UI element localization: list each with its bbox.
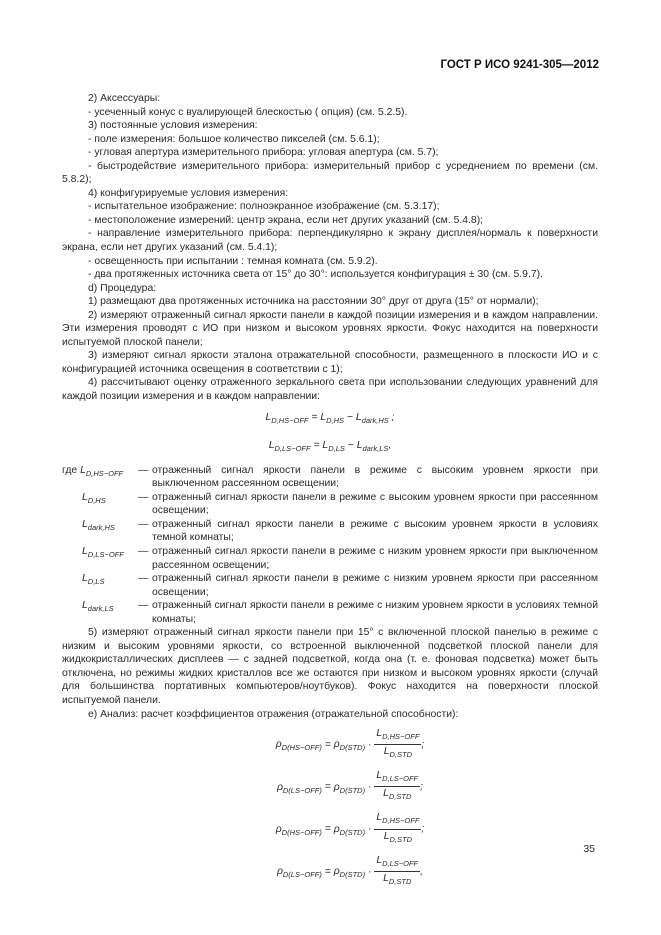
equation-lhs-subscript: D,LS−OFF bbox=[274, 443, 311, 453]
where-variable-subscript: D,HS bbox=[87, 495, 106, 505]
where-definition: отраженный сигнал яркости панели в режиме с высоким уровнем яркости в условиях темной комнаты; bbox=[152, 518, 598, 544]
paragraph: - испытательное изображение: полноэкранное изображение (см. 5.3.17); bbox=[88, 201, 440, 213]
formula-lhs-symbol: ρ bbox=[275, 739, 282, 751]
paragraph: - быстродействие измерительного прибора: измерительный прибор с усреднением по времени (см. 5.8.2); bbox=[62, 160, 598, 186]
equals-sign: = bbox=[321, 739, 334, 751]
formula-lhs-subscript: D(HS−OFF) bbox=[281, 827, 322, 837]
equation-term-subscript: dark,LS bbox=[362, 443, 389, 453]
where-variable-symbol: L bbox=[82, 491, 88, 503]
equations-block bbox=[62, 408, 598, 459]
where-symbol bbox=[62, 545, 138, 572]
equation bbox=[62, 408, 598, 431]
fraction bbox=[374, 727, 421, 762]
paragraph: 4) конфигурируемые условия измерения: bbox=[88, 187, 289, 199]
equation-term bbox=[320, 412, 344, 423]
paragraph: - два протяженных источника света от 15° до 30°: используется конфигурация ± 30 (см. 5.9.7). bbox=[88, 269, 543, 281]
where-symbol bbox=[62, 518, 138, 545]
fraction-denominator bbox=[374, 745, 421, 762]
numerator-symbol: L bbox=[376, 728, 383, 740]
fraction-numerator bbox=[374, 854, 420, 872]
denominator-subscript: D,STD bbox=[389, 750, 412, 760]
paragraph: e) Анализ: расчет коэффициентов отражения (отражательной способности): bbox=[88, 708, 459, 720]
numerator-symbol: L bbox=[376, 854, 383, 866]
fraction-numerator bbox=[374, 727, 421, 745]
equation-term-symbol: L bbox=[355, 411, 362, 423]
formula-lhs bbox=[277, 866, 322, 877]
reflectance-formula bbox=[102, 854, 598, 889]
equation-term-subscript: D,HS bbox=[326, 415, 345, 425]
multiply-dot: · bbox=[365, 781, 375, 793]
paragraph: 5) измеряют отраженный сигнал яркости панели при 15° с включенной плоской панелью в режиме с низким и высоким уровнями яркости, со встроенной выключенной подсветкой плоской панели для жидкокристаллических дисплеев — с задней подсветкой, когда она (т. е. фоновая подсветка) может быть отключена, но режимы жидких кристаллов все же остаются при низком и высоком уровнях яркости (случай для большинства портативных компьютеров/ноутбуков). Фокус находится на поверхности плоской испытуемой панели. bbox=[62, 627, 598, 707]
fraction-denominator bbox=[374, 830, 421, 847]
formula-lhs-subscript: D(HS−OFF) bbox=[281, 743, 322, 753]
paragraphs-section-b bbox=[62, 626, 598, 721]
equation-lhs bbox=[265, 412, 308, 423]
formula-lhs-subscript: D(LS−OFF) bbox=[282, 870, 322, 879]
where-dash: — bbox=[138, 491, 149, 503]
equation-term-subscript: D,LS bbox=[328, 443, 345, 453]
formula-lhs-symbol: ρ bbox=[276, 781, 283, 793]
paragraphs-section-a bbox=[62, 92, 598, 404]
paragraph: 2) измеряют отраженный сигнал яркости панели в каждой позиции измерения и в каждом направлении. Эти измерения проводят с ИО при низком и высоком уровнях яркости. Фокус находится на поверхности испытуемой плоской панели; bbox=[62, 309, 598, 348]
denominator-subscript: D,STD bbox=[388, 792, 412, 802]
fraction-denominator bbox=[374, 872, 420, 889]
equation-punctuation: ; bbox=[388, 411, 395, 423]
numerator-symbol: L bbox=[376, 770, 383, 782]
denominator-symbol: L bbox=[383, 872, 389, 884]
equation-term bbox=[356, 439, 392, 453]
denominator bbox=[383, 788, 412, 802]
formula-reference-symbol: ρ bbox=[333, 823, 340, 835]
denominator bbox=[383, 873, 411, 884]
equation-term-symbol: L bbox=[320, 411, 327, 423]
multiply-dot: · bbox=[365, 823, 375, 835]
paragraph: d) Процедура: bbox=[88, 282, 157, 294]
where-variable-symbol: L bbox=[82, 600, 88, 612]
formula-reference-symbol: ρ bbox=[333, 865, 340, 877]
where-symbol bbox=[62, 572, 138, 599]
where-dash: — bbox=[138, 464, 149, 476]
where-dash: — bbox=[138, 546, 149, 558]
where-definition: отраженный сигнал яркости панели в режиме с высоким уровнем яркости при рассеянном освещении; bbox=[152, 491, 598, 517]
numerator-subscript: D,LS−OFF bbox=[382, 858, 419, 868]
where-definition: отраженный сигнал яркости панели в режиме с низким уровнем яркости при рассеянном освещении; bbox=[152, 573, 598, 598]
numerator bbox=[376, 728, 420, 742]
page-number: 35 bbox=[583, 843, 595, 855]
where-symbol bbox=[62, 464, 138, 491]
where-variable-symbol: L bbox=[82, 573, 88, 585]
formula-punctuation: ; bbox=[421, 823, 425, 835]
formula-lhs bbox=[276, 824, 322, 835]
denominator-symbol: L bbox=[383, 830, 390, 842]
fraction bbox=[374, 854, 420, 889]
formula-punctuation: ; bbox=[421, 739, 425, 751]
where-variable-symbol: L bbox=[80, 464, 86, 476]
where-variable-subscript: dark,HS bbox=[87, 523, 115, 532]
where-variable-subscript: D,LS−OFF bbox=[87, 550, 124, 560]
where-symbol bbox=[62, 491, 138, 518]
where-variable bbox=[82, 519, 115, 530]
where-variable-subscript: D,LS bbox=[87, 577, 105, 587]
multiply-dot: · bbox=[365, 739, 375, 751]
paragraph: 2) Аксессуары: bbox=[88, 93, 161, 104]
where-variable bbox=[80, 465, 123, 476]
paragraph: - направление измерительного прибора: перпендикулярно к экрану дисплея/нормаль к поверхности экрана, если нет других указаний (см. 5.4.1); bbox=[62, 228, 598, 254]
paragraph: 3) измеряют сигнал яркости эталона отражательной способности, размещенного в плоскости ИО и с конфигурацией источника освещения в соответствии с 1); bbox=[62, 350, 598, 375]
formula-punctuation: ; bbox=[420, 781, 424, 793]
where-list bbox=[62, 464, 598, 627]
where-variable bbox=[82, 600, 114, 614]
multiply-dot: · bbox=[365, 865, 375, 877]
where-variable bbox=[82, 546, 124, 560]
formula-lhs bbox=[275, 739, 322, 753]
where-variable-subscript: D,HS−OFF bbox=[85, 468, 124, 478]
minus-sign: − bbox=[344, 411, 356, 423]
fraction-numerator bbox=[374, 769, 420, 787]
where-variable bbox=[82, 573, 105, 587]
reflectance-formula bbox=[102, 811, 598, 846]
formula-reference bbox=[334, 866, 365, 877]
minus-sign: − bbox=[344, 439, 357, 451]
formula-reference-subscript: D(STD) bbox=[339, 870, 366, 879]
formula-reference-symbol: ρ bbox=[333, 739, 340, 751]
formula-reference-subscript: D(STD) bbox=[339, 743, 366, 753]
document-body bbox=[62, 92, 598, 896]
formula-reference bbox=[333, 739, 366, 753]
equation-punctuation: , bbox=[388, 439, 392, 451]
paragraph: 4) рассчитывают оценку отраженного зеркального света при использовании следующих уравнений для каждой позиции измерения и в каждом направлении: bbox=[62, 377, 598, 403]
where-dash: — bbox=[138, 600, 149, 612]
fraction-numerator bbox=[374, 811, 421, 829]
fraction-denominator bbox=[374, 787, 420, 804]
denominator-subscript: D,STD bbox=[388, 876, 412, 886]
where-variable bbox=[82, 492, 106, 503]
standard-header: ГОСТ Р ИСО 9241-305—2012 bbox=[440, 59, 599, 71]
equals-sign: = bbox=[321, 865, 334, 877]
where-symbol bbox=[62, 599, 138, 626]
paragraph: - поле измерения: большое количество пикселей (см. 5.6.1); bbox=[88, 133, 380, 145]
paragraph: - угловая апертура измерительного прибора: угловая апертура (см. 5.7); bbox=[88, 147, 439, 159]
equation-term-symbol: L bbox=[322, 439, 329, 451]
fraction bbox=[374, 769, 420, 804]
denominator-symbol: L bbox=[383, 746, 390, 758]
numerator-subscript: D,LS−OFF bbox=[382, 774, 419, 784]
paragraph: 3) постоянные условия измерения: bbox=[88, 120, 258, 132]
paragraph: - освещенность при испытании : темная комната (см. 5.9.2). bbox=[88, 255, 378, 267]
equation-term bbox=[322, 440, 344, 451]
where-definition: отраженный сигнал яркости панели в режиме с низким уровнем яркости при выключенном рассеянном освещении; bbox=[152, 546, 598, 571]
paragraph: - местоположение измерений: центр экрана, если нет других указаний (см. 5.4.8); bbox=[88, 214, 484, 226]
where-definition: отраженный сигнал яркости панели в режиме с высоким уровнем яркости при выключенном рассеянном освещении; bbox=[152, 464, 598, 490]
where-prefix: где bbox=[62, 464, 78, 476]
denominator bbox=[384, 831, 412, 842]
equation-lhs-symbol: L bbox=[265, 411, 272, 423]
equation-lhs-subscript: D,HS−OFF bbox=[271, 415, 309, 425]
equation-lhs bbox=[269, 440, 311, 451]
numerator-subscript: D,HS−OFF bbox=[382, 732, 420, 742]
numerator-subscript: D,HS−OFF bbox=[382, 816, 420, 826]
equation bbox=[62, 436, 598, 459]
numerator bbox=[376, 855, 418, 866]
formula-reference bbox=[334, 824, 365, 835]
equation-term-subscript: dark,HS bbox=[361, 415, 389, 425]
equation-lhs-symbol: L bbox=[268, 439, 275, 451]
equation-term bbox=[356, 412, 389, 423]
reflectance-formulas bbox=[62, 727, 598, 889]
numerator-symbol: L bbox=[376, 812, 383, 824]
formula-lhs-symbol: ρ bbox=[275, 823, 282, 835]
numerator bbox=[376, 770, 419, 784]
equals-sign: = bbox=[308, 411, 321, 423]
where-variable-symbol: L bbox=[82, 546, 88, 558]
denominator-subscript: D,STD bbox=[389, 834, 412, 844]
formula-lhs-symbol: ρ bbox=[276, 865, 283, 877]
fraction bbox=[374, 811, 421, 846]
where-dash: — bbox=[138, 573, 149, 585]
formula-lhs-subscript: D(LS−OFF) bbox=[282, 785, 322, 795]
reflectance-formula bbox=[102, 769, 598, 804]
where-dash: — bbox=[138, 518, 149, 530]
formula-punctuation: , bbox=[420, 865, 424, 877]
formula-lhs bbox=[277, 782, 322, 793]
equation-term-symbol: L bbox=[356, 439, 363, 451]
denominator bbox=[383, 746, 412, 760]
paragraph: - усеченный конус с вуалирующей блескостью ( опция) (см. 5.2.5). bbox=[88, 106, 408, 118]
equals-sign: = bbox=[321, 823, 334, 835]
where-variable-subscript: dark,LS bbox=[87, 604, 114, 614]
denominator-symbol: L bbox=[383, 788, 389, 800]
formula-reference bbox=[334, 782, 365, 793]
equals-sign: = bbox=[310, 439, 323, 451]
where-variable-symbol: L bbox=[82, 518, 88, 530]
formula-reference-symbol: ρ bbox=[333, 781, 340, 793]
paragraph: 1) размещают два протяженных источника на расстоянии 30° друг от друга (15° от нормали); bbox=[88, 296, 539, 308]
where-definition: отраженный сигнал яркости панели в режиме с низким уровнем яркости в условиях темной комнаты; bbox=[152, 600, 598, 625]
reflectance-formula bbox=[102, 727, 598, 762]
equals-sign: = bbox=[321, 781, 334, 793]
numerator bbox=[376, 812, 420, 826]
formula-reference-subscript: D(STD) bbox=[339, 827, 366, 837]
formula-reference-subscript: D(STD) bbox=[339, 785, 366, 795]
